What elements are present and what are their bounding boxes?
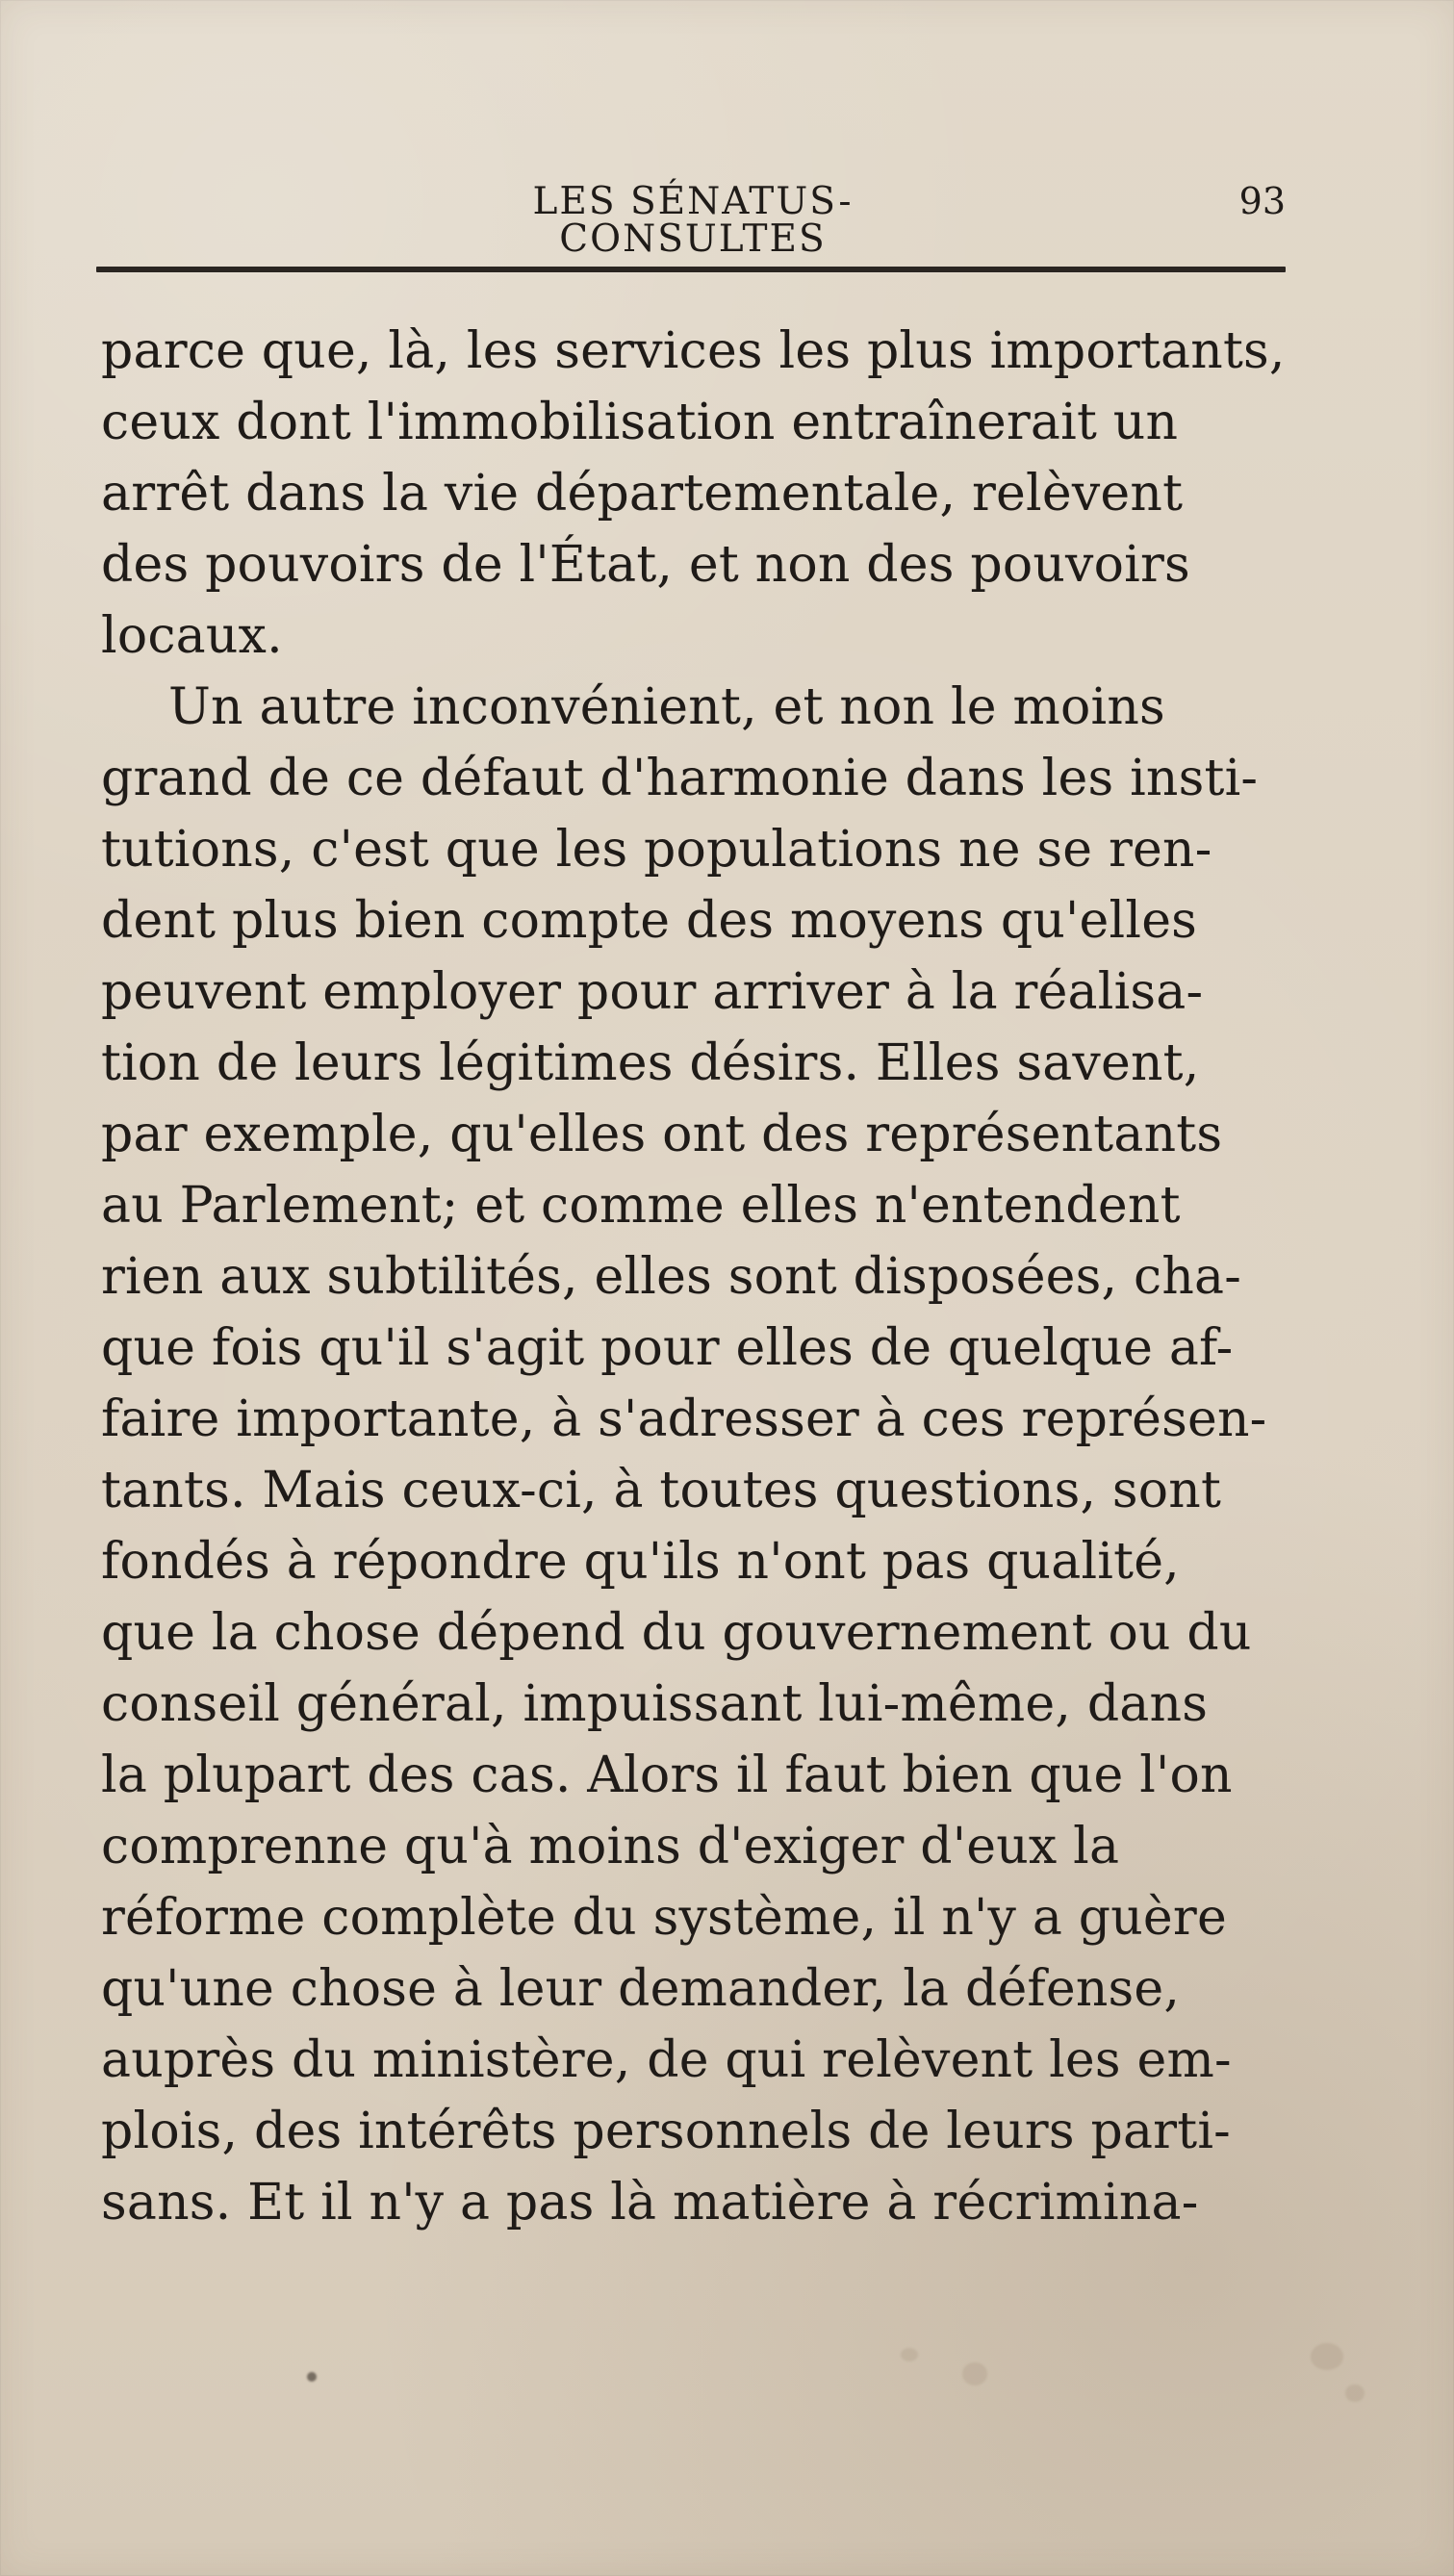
text-line-content: grand de ce défaut d'harmonie dans les insti- xyxy=(101,750,1259,807)
body-text xyxy=(101,316,1323,2238)
page-header xyxy=(96,180,1286,261)
text-line xyxy=(101,1241,1323,1313)
page-number: 93 xyxy=(1238,180,1286,222)
text-line xyxy=(101,1740,1323,1811)
text-line-content: la plupart des cas. Alors il faut bien que l'on xyxy=(101,1747,1233,1804)
text-line xyxy=(101,1953,1323,2025)
text-line-content: faire importante, à s'adresser à ces représen- xyxy=(101,1390,1267,1448)
text-line xyxy=(101,885,1323,956)
text-line xyxy=(101,1811,1323,1882)
text-line-content: par exemple, qu'elles ont des représentants xyxy=(101,1106,1223,1163)
text-line xyxy=(101,1384,1323,1455)
text-line-content: dent plus bien compte des moyens qu'elles xyxy=(101,892,1198,950)
text-line xyxy=(101,1099,1323,1170)
text-line xyxy=(101,2025,1323,2096)
text-line-content: des pouvoirs de l'État, et non des pouvoirs xyxy=(101,536,1190,594)
text-line-content: auprès du ministère, de qui relèvent les em- xyxy=(101,2031,1232,2089)
text-line xyxy=(101,600,1323,672)
text-line xyxy=(101,529,1323,600)
text-line xyxy=(101,814,1323,885)
stain-mark xyxy=(962,2362,987,2385)
text-line xyxy=(101,1882,1323,1953)
text-line xyxy=(101,1170,1323,1241)
text-line-content: tutions, c'est que les populations ne se ren- xyxy=(101,821,1212,879)
ink-dot xyxy=(307,2372,317,2382)
text-line xyxy=(101,1028,1323,1099)
text-line xyxy=(101,316,1323,387)
text-line xyxy=(101,672,1323,743)
text-line-content: parce que, là, les services les plus importants, xyxy=(101,322,1286,380)
text-line-content: qu'une chose à leur demander, la défense, xyxy=(101,1960,1181,2018)
text-line xyxy=(101,1455,1323,1526)
text-line-content: conseil général, impuissant lui-même, dans xyxy=(101,1675,1209,1733)
text-line xyxy=(101,956,1323,1028)
stain-mark xyxy=(901,2348,918,2361)
text-line xyxy=(101,1526,1323,1597)
stain-mark xyxy=(1345,2385,1365,2402)
text-line-content: sans. Et il n'y a pas là matière à récrimina- xyxy=(101,2174,1199,2232)
text-line xyxy=(101,1597,1323,1669)
text-line-content: locaux. xyxy=(101,607,283,665)
text-line-content: plois, des intérêts personnels de leurs parti- xyxy=(101,2103,1231,2160)
stain-mark xyxy=(1311,2343,1343,2370)
text-line-content: tants. Mais ceux-ci, à toutes questions, sont xyxy=(101,1462,1222,1519)
running-head: LES SÉNATUS-CONSULTES xyxy=(532,180,854,261)
text-line-content: comprenne qu'à moins d'exiger d'eux la xyxy=(101,1818,1120,1875)
text-line xyxy=(101,2096,1323,2167)
text-line-content: ceux dont l'immobilisation entraînerait un xyxy=(101,394,1179,451)
text-line xyxy=(101,743,1323,814)
text-line-content: réforme complète du système, il n'y a guère xyxy=(101,1889,1227,1947)
text-line-content: arrêt dans la vie départementale, relèvent xyxy=(101,465,1184,523)
text-line-content: rien aux subtilités, elles sont disposées, cha- xyxy=(101,1248,1241,1306)
text-line xyxy=(101,2167,1323,2238)
text-line-content: Un autre inconvénient, et non le moins xyxy=(168,678,1165,736)
text-line xyxy=(101,1313,1323,1384)
text-line-content: au Parlement; et comme elles n'entendent xyxy=(101,1177,1181,1235)
text-line-content: que fois qu'il s'agit pour elles de quelque af- xyxy=(101,1319,1234,1377)
text-line-content: que la chose dépend du gouvernement ou du xyxy=(101,1604,1252,1662)
text-line xyxy=(101,458,1323,529)
text-line-content: fondés à répondre qu'ils n'ont pas qualité, xyxy=(101,1533,1180,1591)
text-line xyxy=(101,1669,1323,1740)
text-line-content: peuvent employer pour arriver à la réalisa- xyxy=(101,963,1204,1021)
text-line-content: tion de leurs légitimes désirs. Elles savent, xyxy=(101,1034,1200,1092)
header-rule xyxy=(96,267,1286,272)
text-line xyxy=(101,387,1323,458)
